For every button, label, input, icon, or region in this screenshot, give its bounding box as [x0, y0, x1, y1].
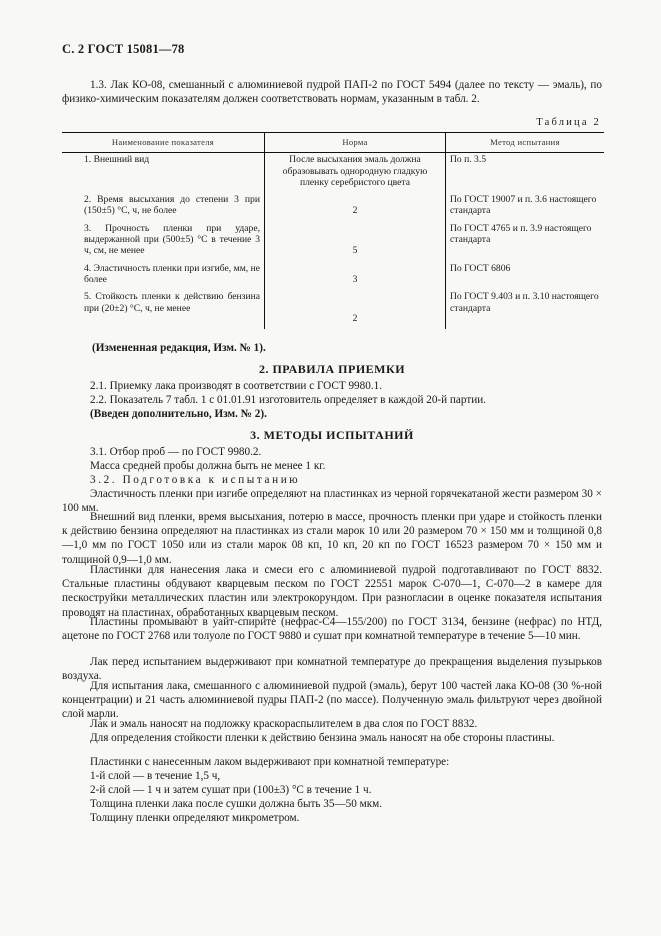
test-method: По ГОСТ 6806 — [446, 262, 605, 291]
table-row — [62, 153, 604, 193]
norm-value: 5 — [352, 244, 358, 256]
indicator-name: 3. Прочность пленки при ударе, выдержанной при (500±5) °С в течение 3 ч, см, не менее — [84, 222, 260, 257]
table-label: Таблица 2 — [536, 117, 601, 128]
paragraph: Пластинки для нанесения лака и смеси его с алюминиевой пудрой подготавливают по ГОСТ 8832. Стальные пластины обдувают кварцевым песком по ГОСТ 22551 марок С-070—1, С-070—2 в камере для пескоструйки металлических пластин или электрокорундом. При разногласии в оценке показателя испытания проводят на пластинах, обработанных кварцевым песком. — [62, 564, 602, 619]
column-header: Норма — [265, 133, 446, 153]
indicator-name: 1. Внешний вид — [84, 154, 150, 166]
norm-value: 2 — [352, 205, 358, 217]
norm-value: 3 — [352, 273, 358, 285]
table-row — [62, 193, 604, 222]
test-method: По ГОСТ 19007 и п. 3.6 настоящего стандарта — [446, 193, 605, 222]
column-header: Наименование показателя — [62, 133, 265, 153]
paragraph: Лак и эмаль наносят на подложку краскораспылителем в два слоя по ГОСТ 8832. — [90, 718, 478, 730]
norm-value: 2 — [352, 313, 358, 325]
paragraph: 1-й слой — в течение 1,5 ч, — [90, 770, 221, 782]
paragraph: Эластичность пленки при изгибе определяют на пластинках из черной горячекатаной жести размером 30 × 100 мм. — [62, 488, 602, 515]
table-row — [62, 222, 604, 262]
test-method: По ГОСТ 9.403 и п. 3.10 настоящего стандарта — [446, 290, 605, 328]
paragraph: Толщина пленки лака после сушки должна быть 35—50 мкм. — [90, 798, 383, 810]
paragraph: 2-й слой — 1 ч и затем сушат при (100±3) °С в течение 1 ч. — [90, 784, 372, 796]
paragraph: Пластинки с нанесенным лаком выдерживают при комнатной температуре: — [90, 756, 450, 768]
test-method: По ГОСТ 4765 и п. 3.9 настоящего стандарта — [446, 222, 605, 262]
amendment-note-1: (Измененная редакция, Изм. № 1). — [92, 342, 266, 354]
column-header: Метод испытания — [446, 133, 605, 153]
paragraph: Для испытания лака, смешанного с алюминиевой пудрой (эмаль), берут 100 частей лака КО-08 (30 %-ной концентрации) и 21 часть алюминиевой пудры ПАП-2 (по массе). Полученную эмаль фильтруют через двойной слой марли. — [62, 680, 602, 721]
amendment-note-2: (Введен дополнительно, Изм. № 2). — [90, 408, 267, 420]
paragraph: Масса средней пробы должна быть не менее 1 кг. — [90, 460, 326, 472]
paragraph: 3.1. Отбор проб — по ГОСТ 9980.2. — [90, 446, 262, 458]
indicator-name: 4. Эластичность пленки при изгибе, мм, не более — [84, 262, 260, 285]
paragraph: Для определения стойкости пленки к действию бензина эмаль наносят на обе стороны пластины. — [90, 732, 555, 744]
table-row — [62, 262, 604, 291]
paragraph: Внешний вид пленки, время высыхания, потерю в массе, прочность пленки при ударе и стойкость пленки к действию бензина определяют на пластинках из стали марок 10 или 20 размером 70 × 150 мм и толщиной 0,8—1,0 мм по ГОСТ 1050 или из стали марок 08 кп, 10 кп, 20 кп по ГОСТ 16523 размером 70 × 150 мм и толщиной 0,9—1,0 мм. — [62, 511, 602, 566]
paragraph: Лак перед испытанием выдерживают при комнатной температуре до прекращения выделения пузырьков воздуха. — [62, 656, 602, 683]
paragraph: Пластины промывают в уайт-спирите (нефрас-С4—155/200) по ГОСТ 3134, бензине (нефрас) по НТД, ацетоне по ГОСТ 2768 или толуоле по ГОСТ 9880 и сушат при комнатной температуре в течение 5—10 мин. — [62, 616, 602, 643]
table-header-row — [62, 133, 604, 153]
paragraph: 2.2. Показатель 7 табл. 1 с 01.01.91 изготовитель определяет в каждой 20-й партии. — [90, 394, 486, 406]
paragraph: 2.1. Приемку лака производят в соответствии с ГОСТ 9980.1. — [90, 380, 383, 392]
subsection-heading: 3.2. Подготовка к испытанию — [90, 474, 301, 486]
table-row — [62, 290, 604, 328]
indicator-name: 2. Время высыхания до степени 3 при (150±5) °С, ч, не более — [84, 194, 260, 217]
page-header: С. 2 ГОСТ 15081—78 — [62, 42, 185, 56]
paragraph: Толщину пленки определяют микрометром. — [90, 812, 300, 824]
section-title-acceptance: 2. ПРАВИЛА ПРИЕМКИ — [258, 362, 406, 376]
norms-table — [62, 132, 604, 329]
norm-value: После высыхания эмаль должна образовывать однородную гладкую пленку серебристого цвета — [265, 153, 446, 193]
section-title-methods: 3. МЕТОДЫ ИСПЫТАНИЙ — [250, 428, 414, 442]
indicator-name: 5. Стойкость пленки к действию бензина при (20±2) °С, ч, не менее — [84, 291, 260, 314]
intro-paragraph: 1.3. Лак КО-08, смешанный с алюминиевой пудрой ПАП-2 по ГОСТ 5494 (далее по тексту — эмаль), по физико-химическим показателям должен соответствовать нормам, указанным в табл. 2. — [62, 79, 602, 106]
test-method: По п. 3.5 — [446, 153, 605, 193]
